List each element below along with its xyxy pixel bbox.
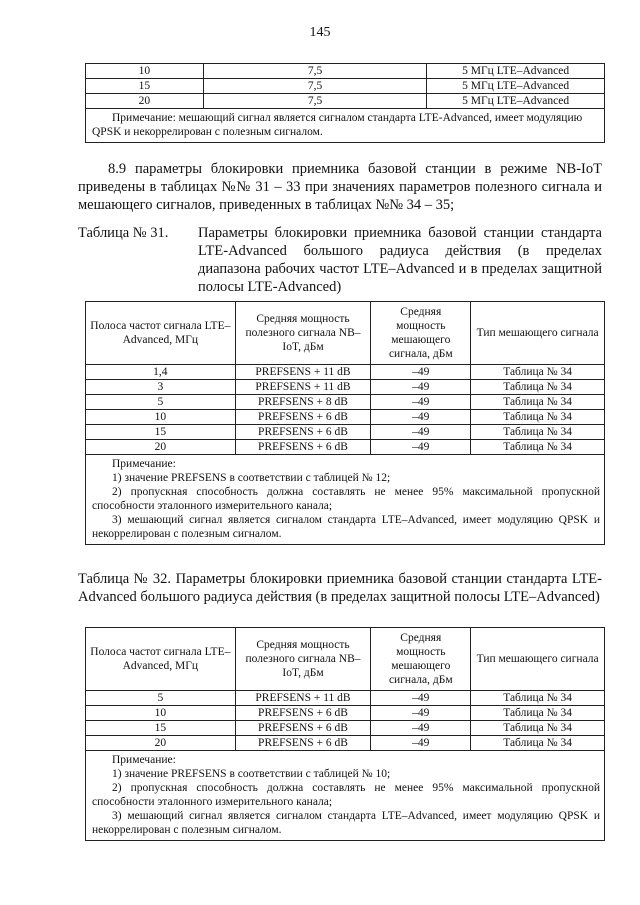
table-cell: –49 (371, 410, 471, 425)
table-cell: PREFSENS + 11 dB (235, 691, 371, 706)
table-row (86, 380, 605, 395)
table-header-row (86, 628, 605, 691)
table-32 (85, 627, 605, 841)
table-header-row (86, 302, 605, 365)
table-cell: Таблица № 34 (471, 706, 605, 721)
table-row (86, 365, 605, 380)
table-cell: –49 (371, 425, 471, 440)
table-cell: Таблица № 34 (471, 721, 605, 736)
table-cell: 5 МГц LTE–Advanced (427, 64, 605, 79)
note-item: 2) пропускная способность должна составлять не менее 95% максимальной пропускной способности эталонного измерительного канала; (92, 486, 600, 512)
table-row (86, 395, 605, 410)
table-cell: PREFSENS + 6 dB (235, 706, 371, 721)
table-31-caption-text: Параметры блокировки приемника базовой станции стандарта LTE-Advanced большого радиуса действия (в пределах диапазона рабочих частот LTE–Advanced и в пределах защитной полосы LTE-Advanced) (198, 225, 602, 295)
table-cell: –49 (371, 395, 471, 410)
table-cell: PREFSENS + 6 dB (235, 425, 371, 440)
table-note (86, 751, 605, 841)
table-cell: 15 (86, 79, 204, 94)
table-cell: 7,5 (203, 94, 427, 109)
table-row (86, 425, 605, 440)
table-cell: –49 (371, 721, 471, 736)
table-cell: PREFSENS + 11 dB (235, 380, 371, 395)
note-text: Примечание: мешающий сигнал является сигналом стандарта LTE-Advanced, имеет модуляцию QPSK и некоррелирован с полезным сигналом. (92, 112, 583, 138)
table-cell: 5 (86, 691, 236, 706)
paragraph-8-9: 8.9 параметры блокировки приемника базовой станции в режиме NB-IoT приведены в таблицах №№ 31 – 33 при значениях параметров полезного сигнала и мешающего сигналов, приведенных в таблицах №№ 34 – 35; (78, 161, 602, 213)
table-cell: 15 (86, 721, 236, 736)
note-item: 3) мешающий сигнал является сигналом стандарта LTE–Advanced, имеет модуляцию QPSK и некоррелирован с полезным сигналом. (92, 514, 600, 540)
page-number: 145 (309, 25, 331, 40)
column-header: Тип мешающего сигнала (471, 302, 605, 365)
table-row (86, 64, 605, 79)
table-row (86, 79, 605, 94)
table-cell: Таблица № 34 (471, 691, 605, 706)
table-cell: 10 (86, 64, 204, 79)
table-cell: 5 МГц LTE–Advanced (427, 94, 605, 109)
table-row (86, 94, 605, 109)
table-cell: Таблица № 34 (471, 736, 605, 751)
table-cell: –49 (371, 691, 471, 706)
table-cell: PREFSENS + 8 dB (235, 395, 371, 410)
table-cell: Таблица № 34 (471, 410, 605, 425)
note-item: 1) значение PREFSENS в соответствии с таблицей № 10; (112, 768, 391, 780)
table-cell: 7,5 (203, 79, 427, 94)
table-cell: 3 (86, 380, 236, 395)
table-cell: 5 МГц LTE–Advanced (427, 79, 605, 94)
table-32-caption: Таблица № 32. Параметры блокировки приемника базовой станции стандарта LTE-Advanced большого радиуса действия (в пределах защитной полосы LTE–Advanced) (78, 571, 602, 605)
table-cell: Таблица № 34 (471, 380, 605, 395)
table-cell: Таблица № 34 (471, 425, 605, 440)
column-header: Полоса частот сигнала LTE–Advanced, МГц (86, 302, 236, 365)
table-cell: –49 (371, 380, 471, 395)
table-row (86, 691, 605, 706)
table-cell: –49 (371, 706, 471, 721)
table-cell: 20 (86, 736, 236, 751)
note-item: 3) мешающий сигнал является сигналом стандарта LTE–Advanced, имеет модуляцию QPSK и некоррелирован с полезным сигналом. (92, 810, 600, 836)
column-header: Средняя мощность мешающего сигнала, дБм (371, 302, 471, 365)
note-title: Примечание: (112, 754, 176, 766)
table-cell: Таблица № 34 (471, 395, 605, 410)
column-header: Полоса частот сигнала LTE–Advanced, МГц (86, 628, 236, 691)
table-cell: PREFSENS + 6 dB (235, 440, 371, 455)
table-cell: –49 (371, 736, 471, 751)
table-note (86, 109, 605, 143)
table-cell: PREFSENS + 6 dB (235, 736, 371, 751)
column-header: Средняя мощность полезного сигнала NB–IoT, дБм (235, 302, 371, 365)
table-cell: 15 (86, 425, 236, 440)
table-cell: –49 (371, 440, 471, 455)
table-row (86, 440, 605, 455)
table-note (86, 455, 605, 545)
table-cell: PREFSENS + 6 dB (235, 721, 371, 736)
note-title: Примечание: (112, 458, 176, 470)
table-row (86, 721, 605, 736)
table-cell: 5 (86, 395, 236, 410)
table-cell: Таблица № 34 (471, 365, 605, 380)
column-header: Средняя мощность мешающего сигнала, дБм (371, 628, 471, 691)
table-row (86, 736, 605, 751)
table-cell: 7,5 (203, 64, 427, 79)
column-header: Тип мешающего сигнала (471, 628, 605, 691)
note-item: 2) пропускная способность должна составлять не менее 95% максимальной пропускной способности эталонного измерительного канала; (92, 782, 600, 808)
table-cell: PREFSENS + 11 dB (235, 365, 371, 380)
table-row (86, 706, 605, 721)
table-cell: Таблица № 34 (471, 440, 605, 455)
continuation-table (85, 63, 605, 143)
table-cell: 10 (86, 410, 236, 425)
table-31-caption (78, 224, 602, 296)
table-31-number: Таблица № 31. (78, 225, 169, 241)
table-cell: 10 (86, 706, 236, 721)
table-row (86, 410, 605, 425)
table-cell: 20 (86, 440, 236, 455)
note-item: 1) значение PREFSENS в соответствии с таблицей № 12; (112, 472, 391, 484)
table-31 (85, 301, 605, 545)
column-header: Средняя мощность полезного сигнала NB–IoT, дБм (235, 628, 371, 691)
table-cell: 20 (86, 94, 204, 109)
table-cell: PREFSENS + 6 dB (235, 410, 371, 425)
table-cell: 1,4 (86, 365, 236, 380)
table-cell: –49 (371, 365, 471, 380)
